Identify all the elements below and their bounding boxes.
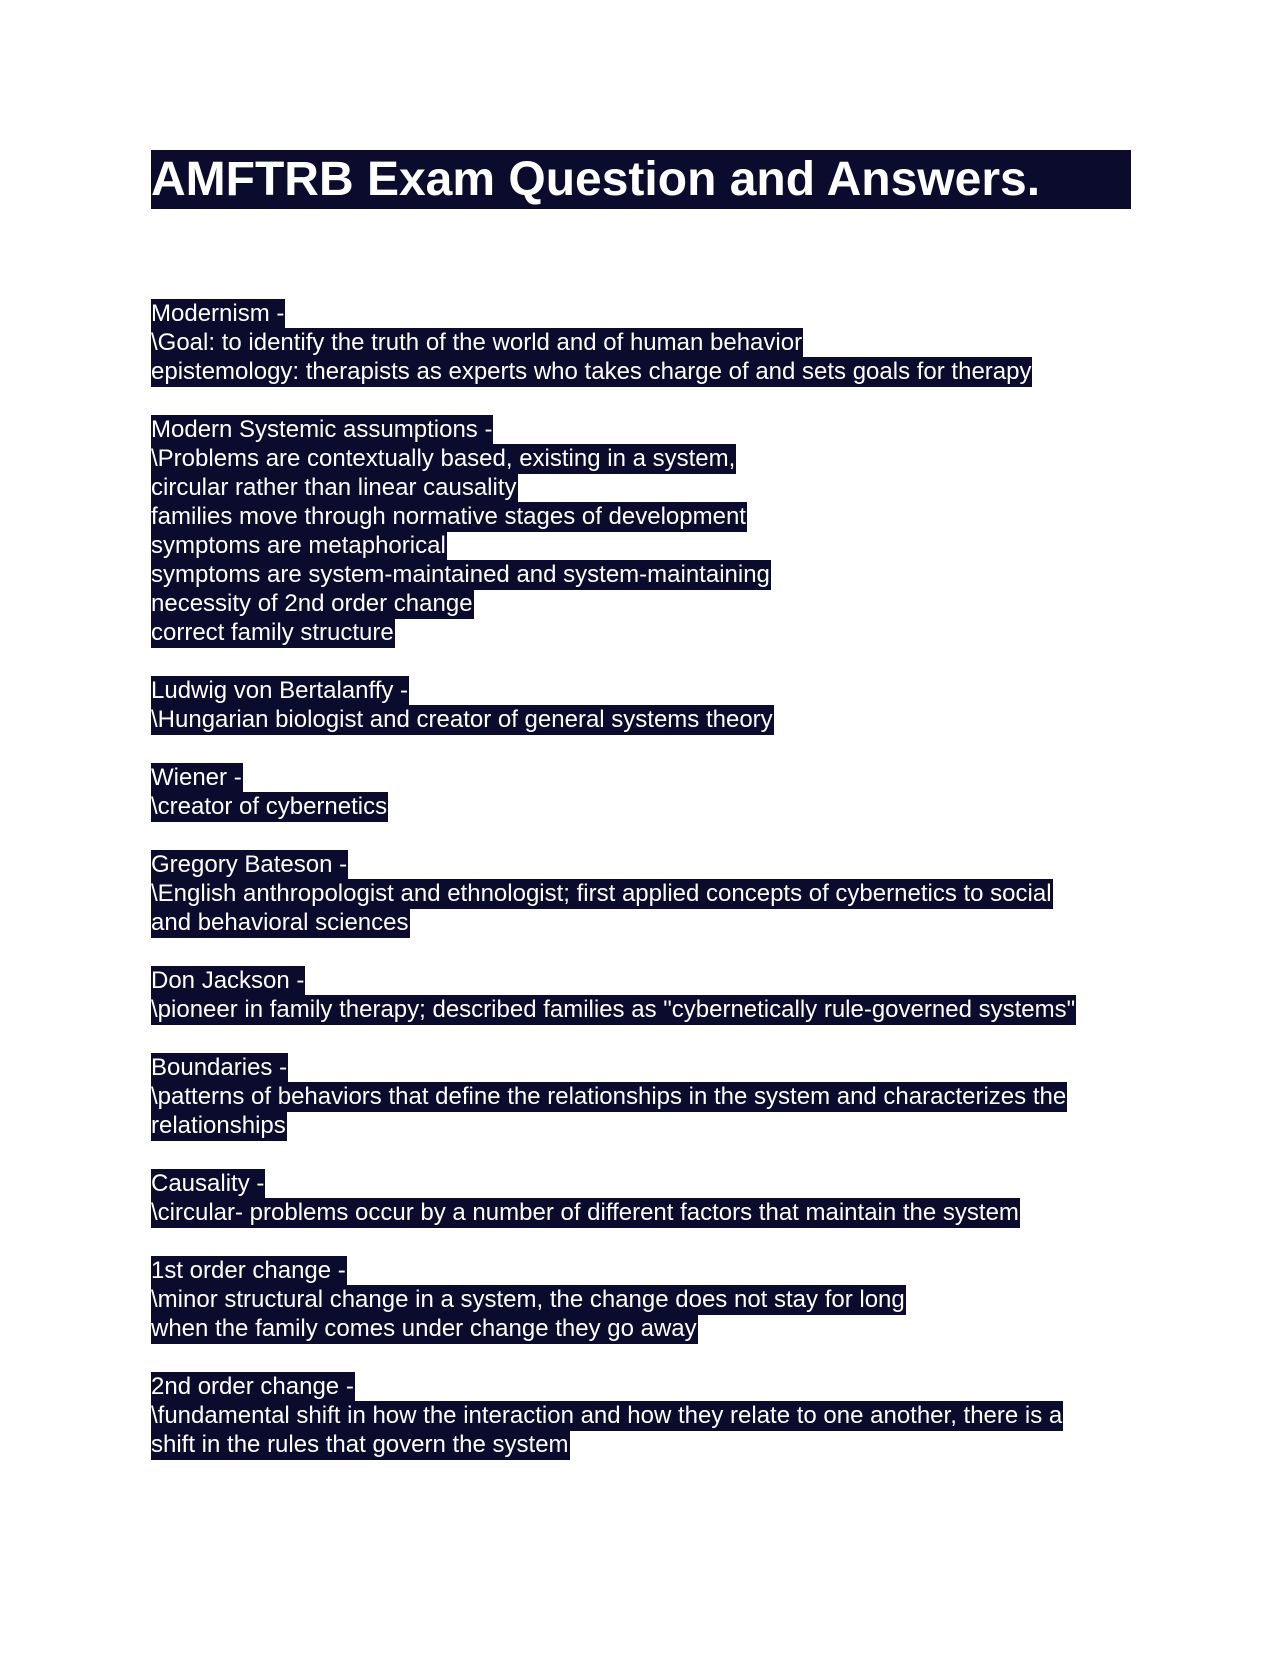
definition-line: \Hungarian biologist and creator of general systems theory xyxy=(151,706,773,733)
title-highlight xyxy=(151,150,1131,209)
flashcard-entry xyxy=(151,1055,1131,1142)
definition-line: \patterns of behaviors that define the relationships in the system and characterizes the xyxy=(151,1083,1067,1110)
flashcard-entry xyxy=(151,968,1131,1026)
term-label: Ludwig von Bertalanffy - xyxy=(151,677,409,704)
flashcard-entry xyxy=(151,1258,1131,1345)
definition-line: when the family comes under change they go away xyxy=(151,1315,697,1342)
term-label: Gregory Bateson - xyxy=(151,851,348,878)
definition-line: \Goal: to identify the truth of the world and of human behavior xyxy=(151,329,803,356)
term-label: Modern Systemic assumptions - xyxy=(151,416,493,443)
definition-line: shift in the rules that govern the system xyxy=(151,1431,569,1458)
definition-line: correct family structure xyxy=(151,619,394,646)
term-label: Don Jackson - xyxy=(151,967,305,994)
definition-line: \English anthropologist and ethnologist; first applied concepts of cybernetics to social xyxy=(151,880,1052,907)
definition-line: \minor structural change in a system, the change does not stay for long xyxy=(151,1286,905,1313)
definition-line: \pioneer in family therapy; described families as "cybernetically rule-governed systems" xyxy=(151,996,1076,1023)
term-label: 2nd order change - xyxy=(151,1373,354,1400)
document-page xyxy=(151,150,1131,1490)
flashcard-entry xyxy=(151,678,1131,736)
definition-line: \fundamental shift in how the interaction and how they relate to one another, there is a xyxy=(151,1402,1063,1429)
term-label: Modernism - xyxy=(151,300,285,327)
flashcard-entry xyxy=(151,852,1131,939)
flashcard-entry xyxy=(151,417,1131,649)
definition-line: \circular- problems occur by a number of different factors that maintain the system xyxy=(151,1199,1019,1226)
flashcard-entry xyxy=(151,1374,1131,1461)
flashcard-list xyxy=(151,301,1131,1461)
definition-line: \Problems are contextually based, existing in a system, xyxy=(151,445,736,472)
definition-line: \creator of cybernetics xyxy=(151,793,388,820)
definition-line: families move through normative stages of development xyxy=(151,503,746,530)
definition-line: symptoms are metaphorical xyxy=(151,532,446,559)
flashcard-entry xyxy=(151,1171,1131,1229)
definition-line: relationships xyxy=(151,1112,286,1139)
term-label: Causality - xyxy=(151,1170,265,1197)
definition-line: symptoms are system-maintained and system-maintaining xyxy=(151,561,770,588)
term-label: 1st order change - xyxy=(151,1257,346,1284)
definition-line: epistemology: therapists as experts who takes charge of and sets goals for therapy xyxy=(151,358,1032,385)
term-label: Boundaries - xyxy=(151,1054,288,1081)
flashcard-entry xyxy=(151,765,1131,823)
definition-line: circular rather than linear causality xyxy=(151,474,517,501)
flashcard-entry xyxy=(151,301,1131,388)
definition-line: and behavioral sciences xyxy=(151,909,409,936)
document-title: AMFTRB Exam Question and Answers. xyxy=(151,153,1041,206)
term-label: Wiener - xyxy=(151,764,242,791)
definition-line: necessity of 2nd order change xyxy=(151,590,473,617)
